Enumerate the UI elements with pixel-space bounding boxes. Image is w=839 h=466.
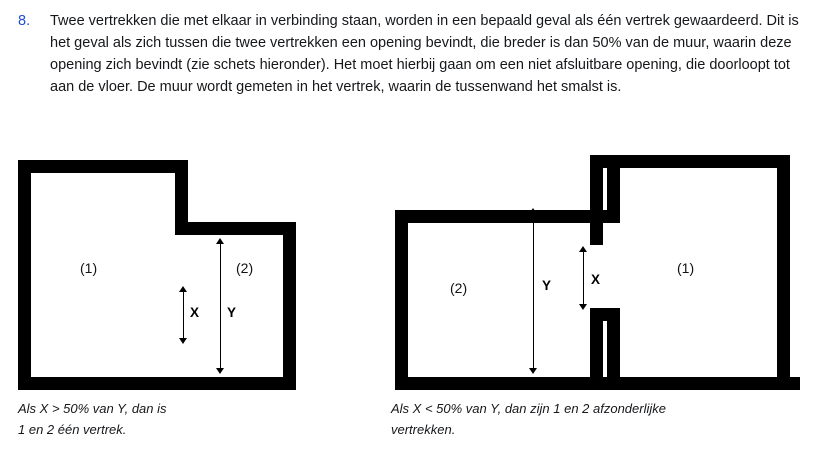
floorplan-left: [18, 150, 298, 395]
dim-y-arrowhead-up-right: [529, 208, 537, 214]
wall-left-room2-top: [175, 222, 296, 235]
wall-right-jamb-top-right: [607, 155, 620, 223]
label-room-2-right: (2): [450, 280, 468, 296]
wall-left-outer-bottom: [18, 377, 296, 390]
wall-right-room1-top: [590, 155, 790, 168]
wall-right-room2-left: [395, 210, 408, 390]
caption-right: [391, 398, 791, 440]
dim-x-label-right: X: [591, 272, 601, 287]
floorplan-right: [395, 150, 800, 395]
list-item-number: 8.: [18, 13, 31, 29]
wall-left-outer-left: [18, 160, 31, 390]
label-room-1-left: (1): [80, 260, 98, 276]
dim-x-line-left: [183, 290, 184, 342]
dim-x-arrowhead-down-left: [179, 338, 187, 344]
wall-right-room1-right: [777, 155, 790, 390]
dim-x-label-left: X: [190, 305, 200, 320]
dim-y-label-right: Y: [542, 278, 552, 293]
caption-left-line-1: Als X > 50% van Y, dan is: [18, 401, 167, 416]
dim-y-label-left: Y: [227, 305, 237, 320]
wall-right-room2-top: [395, 210, 603, 223]
caption-right-line-1: Als X < 50% van Y, dan zijn 1 en 2 afzonderlijke: [391, 401, 666, 416]
label-room-2-left: (2): [236, 260, 254, 276]
dim-y-line-left: [220, 242, 221, 372]
label-room-1-right: (1): [677, 260, 695, 276]
caption-left-line-2: 1 en 2 één vertrek.: [18, 422, 127, 437]
list-item-8: [18, 10, 818, 98]
dim-y-arrowhead-down-right: [529, 368, 537, 374]
wall-right-room1-left-upper: [590, 155, 603, 245]
dim-y-arrowhead-up-left: [216, 238, 224, 244]
wall-left-outer-top: [18, 160, 188, 173]
caption-left: [18, 398, 358, 440]
list-item-text: Twee vertrekken die met elkaar in verbinding staan, worden in een bepaald geval als één vertrek gewaardeerd. Dit is het geval als zich tussen die twee vertrekken een opening bevindt, die breder is dan 50% van de muur, waarin deze opening zich bevindt (zie schets hieronder). Het moet hierbij gaan om een niet afsluitbare opening, die doorloopt tot aan de vloer. De muur wordt gemeten in het vertrek, waarin de tussenwand het smalst is.: [50, 13, 799, 95]
dim-y-line-right: [533, 212, 534, 372]
caption-right-line-2: vertrekken.: [391, 422, 456, 437]
dim-x-line-right: [583, 250, 584, 308]
wall-right-jamb-bottom-top: [590, 308, 620, 321]
dim-x-arrowhead-up-right: [579, 246, 587, 252]
wall-left-room2-right: [283, 222, 296, 390]
dim-x-arrowhead-down-right: [579, 304, 587, 310]
dim-x-arrowhead-up-left: [179, 286, 187, 292]
dim-y-arrowhead-down-left: [216, 368, 224, 374]
